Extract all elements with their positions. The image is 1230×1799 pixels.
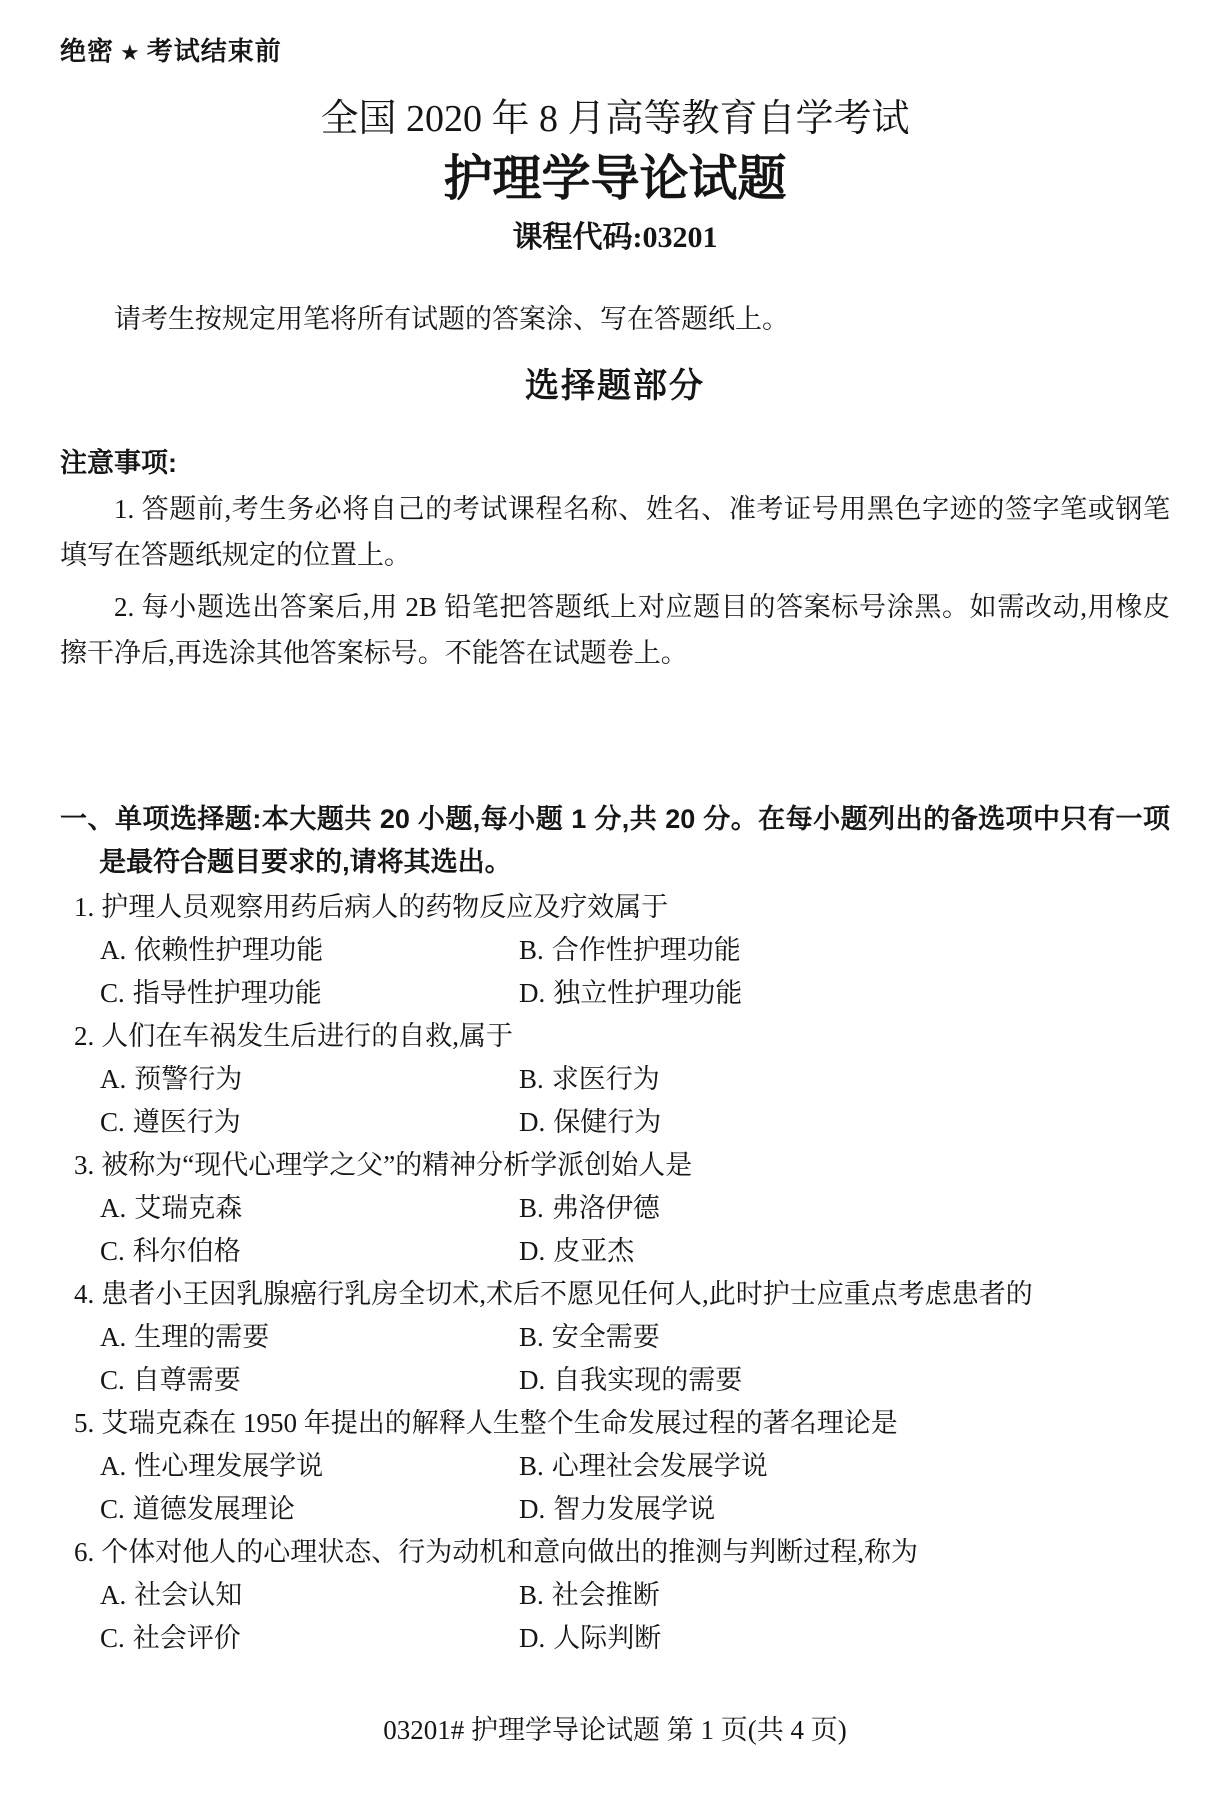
question-1-option-c: C. 指导性护理功能	[100, 978, 322, 1008]
question-5-stem: 艾瑞克森在 1950 年提出的解释人生整个生命发展过程的著名理论是	[101, 1408, 898, 1438]
question-1-stem: 护理人员观察用药后病人的药物反应及疗效属于	[101, 892, 669, 922]
question-2-option-d: D. 保健行为	[519, 1107, 662, 1137]
question-5-option-a: A. 性心理发展学说	[100, 1451, 324, 1481]
question-6-stem: 个体对他人的心理状态、行为动机和意向做出的推测与判断过程,称为	[101, 1537, 918, 1567]
question-2	[60, 1015, 1170, 1144]
course-code: 课程代码:03201	[512, 221, 718, 254]
question-3-option-a: A. 艾瑞克森	[100, 1193, 243, 1223]
question-1-options	[100, 929, 1170, 1015]
question-5-number: 5.	[74, 1408, 95, 1438]
question-6-option-a: A. 社会认知	[100, 1580, 243, 1610]
question-5-option-b: B. 心理社会发展学说	[519, 1451, 768, 1481]
question-1-option-a: A. 依赖性护理功能	[100, 935, 324, 965]
question-6-option-d: D. 人际判断	[519, 1623, 662, 1653]
notice-item-1: 1. 答题前,考生务必将自己的考试课程名称、姓名、准考证号用黑色字迹的签字笔或钢笔填写在答题纸规定的位置上。	[60, 494, 1170, 570]
exam-title: 全国 2020 年 8 月高等教育自学考试	[320, 98, 910, 140]
question-2-stem: 人们在车祸发生后进行的自救,属于	[101, 1021, 513, 1051]
notice-block	[60, 446, 1170, 676]
notice-title: 注意事项:	[60, 448, 177, 478]
question-4-options	[100, 1316, 1170, 1402]
question-4-option-b: B. 安全需要	[519, 1322, 660, 1352]
question-4-number: 4.	[74, 1279, 95, 1309]
question-5-options	[100, 1445, 1170, 1531]
question-2-option-c: C. 遵医行为	[100, 1107, 241, 1137]
question-4	[60, 1273, 1170, 1402]
answer-instruction: 请考生按规定用笔将所有试题的答案涂、写在答题纸上。	[114, 304, 789, 334]
question-1-number: 1.	[74, 892, 95, 922]
question-1-option-d: D. 独立性护理功能	[519, 978, 743, 1008]
question-2-option-a: A. 预警行为	[100, 1064, 243, 1094]
question-4-option-d: D. 自我实现的需要	[519, 1365, 743, 1395]
question-6-option-b: B. 社会推断	[519, 1580, 660, 1610]
notice-item-2: 2. 每小题选出答案后,用 2B 铅笔把答题纸上对应题目的答案标号涂黑。如需改动,用橡皮擦干净后,再选涂其他答案标号。不能答在试题卷上。	[60, 592, 1170, 668]
question-3-stem: 被称为“现代心理学之父”的精神分析学派创始人是	[101, 1150, 693, 1180]
question-1	[60, 886, 1170, 1015]
page-footer: 03201# 护理学导论试题 第 1 页(共 4 页)	[383, 1715, 847, 1745]
question-3-option-b: B. 弗洛伊德	[519, 1193, 660, 1223]
question-5-stem-line	[74, 1402, 1170, 1445]
question-4-option-c: C. 自尊需要	[100, 1365, 241, 1395]
question-5	[60, 1402, 1170, 1531]
question-6-number: 6.	[74, 1537, 95, 1567]
question-2-stem-line	[74, 1015, 1170, 1058]
question-6-stem-line	[74, 1531, 1170, 1574]
classification-line	[60, 0, 1170, 68]
section-part-title: 选择题部分	[525, 367, 705, 405]
mcq-section-heading: 一、单项选择题:本大题共 20 小题,每小题 1 分,共 20 分。在每小题列出的备选项中只有一项是最符合题目要求的,请将其选出。	[60, 804, 1170, 877]
question-2-number: 2.	[74, 1021, 95, 1051]
classification-validity: 考试结束前	[146, 36, 282, 66]
question-2-options	[100, 1058, 1170, 1144]
star-icon: ★	[120, 40, 141, 65]
question-5-option-c: C. 道德发展理论	[100, 1494, 295, 1524]
question-4-stem-line	[74, 1273, 1170, 1316]
classification-level: 绝密	[60, 36, 115, 66]
question-3	[60, 1144, 1170, 1273]
question-3-stem-line	[74, 1144, 1170, 1187]
question-1-stem-line	[74, 886, 1170, 929]
question-1-option-b: B. 合作性护理功能	[519, 935, 741, 965]
question-list	[60, 886, 1170, 1660]
paper-title: 护理学导论试题	[443, 152, 787, 206]
question-6	[60, 1531, 1170, 1660]
question-3-number: 3.	[74, 1150, 95, 1180]
question-3-option-d: D. 皮亚杰	[519, 1236, 635, 1266]
question-4-option-a: A. 生理的需要	[100, 1322, 270, 1352]
question-4-stem: 患者小王因乳腺癌行乳房全切术,术后不愿见任何人,此时护士应重点考虑患者的	[101, 1279, 1033, 1309]
question-3-options	[100, 1187, 1170, 1273]
question-3-option-c: C. 科尔伯格	[100, 1236, 241, 1266]
question-5-option-d: D. 智力发展学说	[519, 1494, 716, 1524]
question-6-option-c: C. 社会评价	[100, 1623, 241, 1653]
question-2-option-b: B. 求医行为	[519, 1064, 660, 1094]
question-6-options	[100, 1574, 1170, 1660]
